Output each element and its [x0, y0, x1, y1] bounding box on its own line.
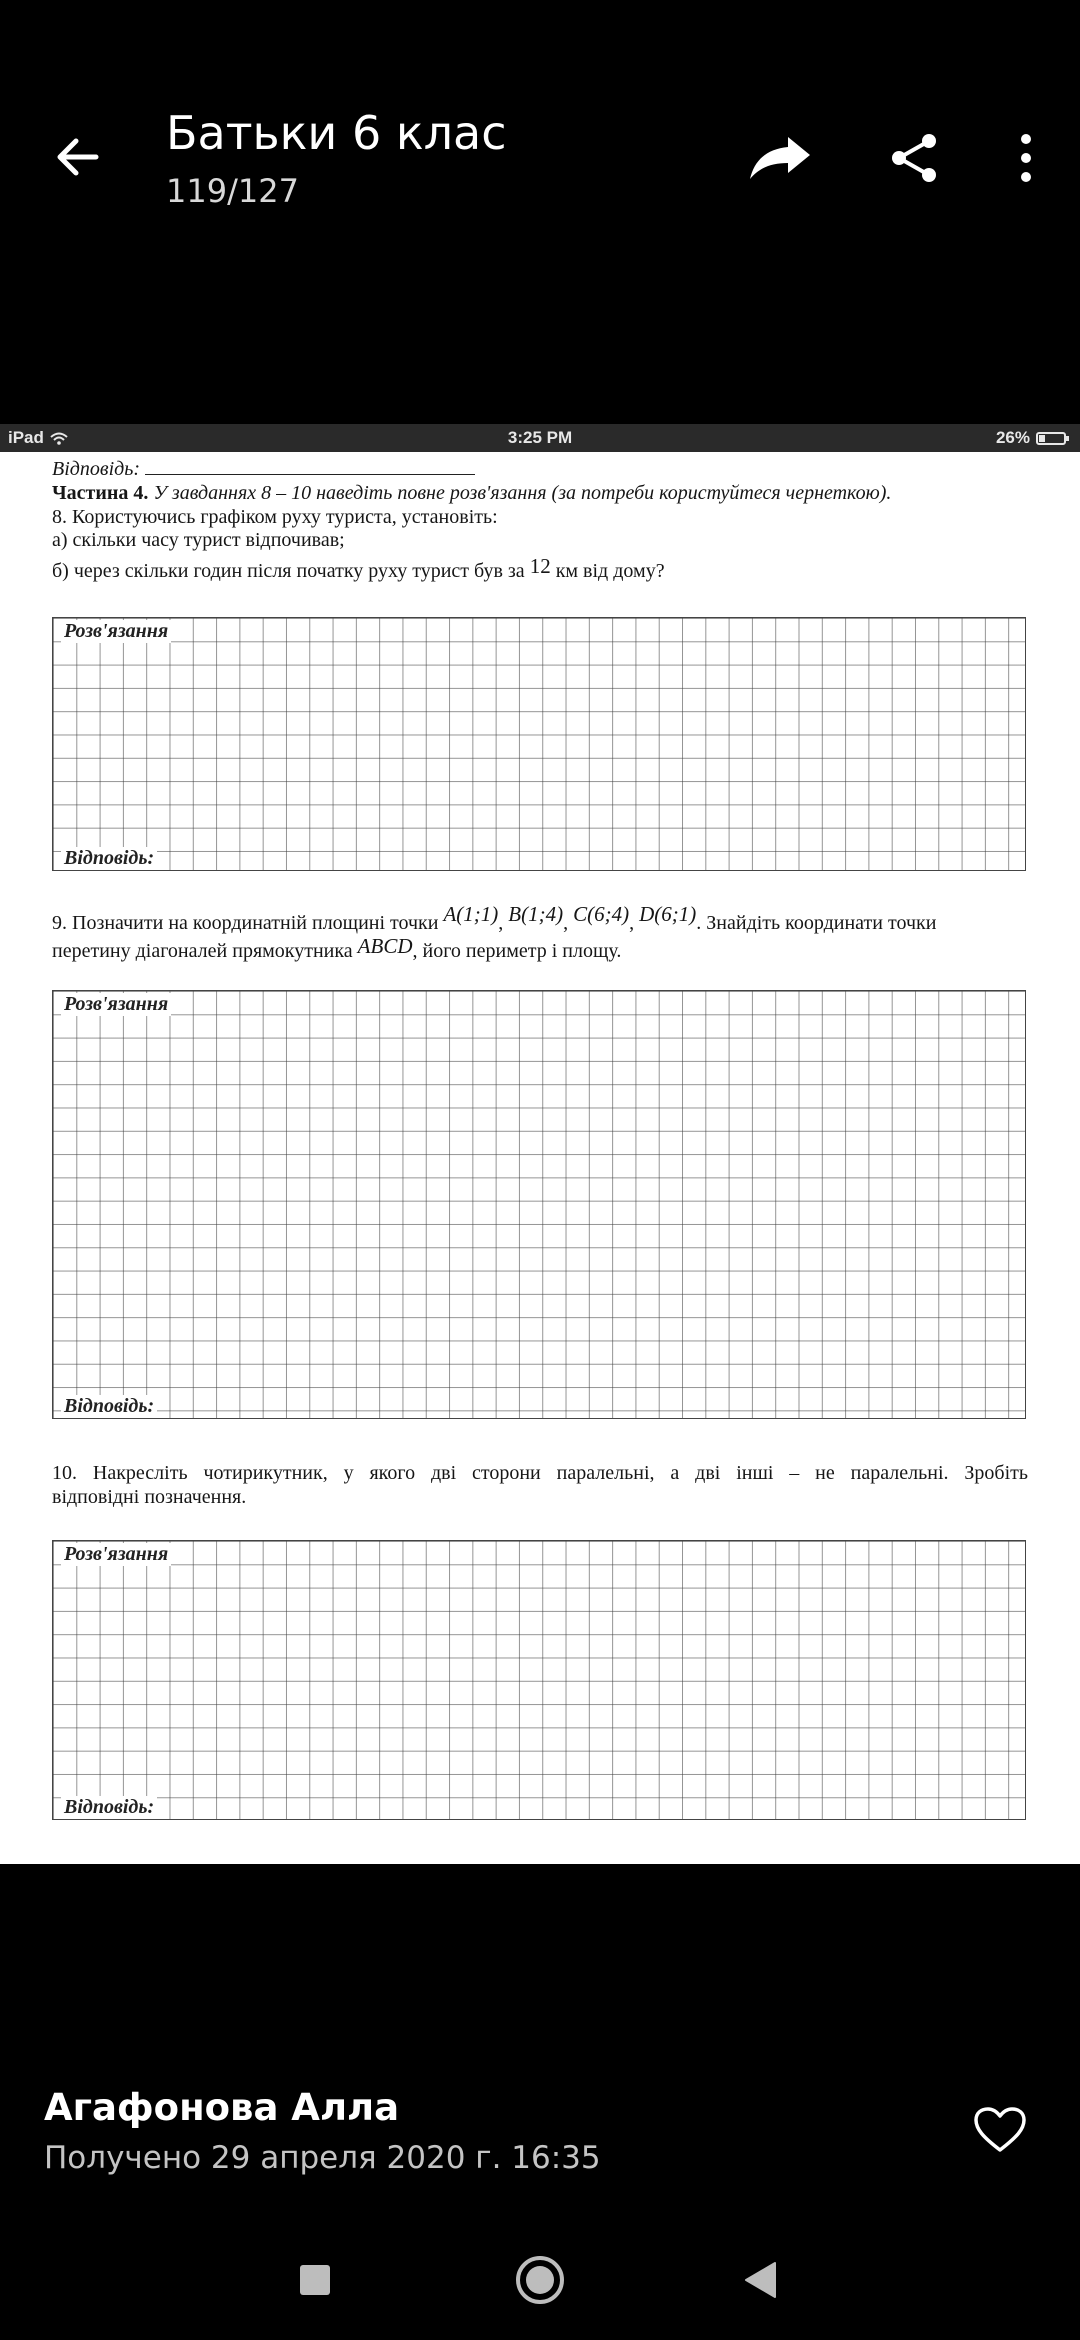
solution-label: Розв'язання: [61, 1543, 171, 1566]
task10-line1: 10. Накресліть чотирикутник, у якого дві сторони паралельні, а дві інші – не паралельні. Зробіть: [52, 1462, 1028, 1484]
device-time: 3:25 PM: [507, 428, 573, 447]
system-navigation-bar: [0, 2220, 1080, 2340]
task9-line2: перетину діагоналей прямокутника ABCD, його периметр і площу.: [52, 934, 622, 962]
task8-line3: б) через скільки годин після початку руху турист був за 12 км від дому?: [52, 554, 665, 582]
task8-solution-grid: [52, 617, 1026, 871]
rectangle-name: ABCD: [357, 934, 413, 958]
viewer-header: [0, 0, 1080, 420]
share-icon: [887, 131, 941, 185]
point-c: C(6;4): [573, 902, 630, 926]
photo-content[interactable]: [0, 424, 1080, 1864]
task9-solution-grid: [52, 990, 1026, 1419]
home-button[interactable]: [502, 2242, 578, 2318]
more-vert-icon: [1016, 131, 1036, 185]
battery-percent: 26%: [995, 428, 1030, 447]
task9-line1: 9. Позначити на координатній площині точки A(1;1), B(1;4), C(6;4), D(6;1). Знайдіть координати точки: [52, 902, 937, 934]
answer-underline: [145, 458, 475, 475]
answer-label: Відповідь:: [61, 1796, 157, 1819]
part-instruction: У завданнях 8 – 10 наведіть повне розв'язання (за потреби користуйтеся чернеткою).: [153, 482, 892, 504]
like-button[interactable]: [968, 2098, 1032, 2162]
answer-label: Відповідь:: [61, 847, 157, 870]
solution-label: Розв'язання: [61, 620, 171, 643]
recent-apps-button[interactable]: [277, 2242, 353, 2318]
point-a: A(1;1): [443, 902, 499, 926]
back-button[interactable]: [40, 120, 114, 194]
battery-icon: [1036, 432, 1066, 445]
sender-name: Агафонова Алла: [44, 2086, 400, 2129]
task8-line1: 8. Користуючись графіком руху туриста, установіть:: [52, 506, 498, 528]
task8-line2: а) скільки часу турист відпочивав;: [52, 529, 345, 551]
back-arrow-icon: [52, 132, 102, 182]
share-button[interactable]: [876, 120, 952, 196]
received-date: Получено 29 апреля 2020 г. 16:35: [44, 2140, 601, 2176]
part-heading: [52, 482, 891, 505]
task10-line2: відповідні позначення.: [52, 1486, 247, 1508]
solution-label: Розв'язання: [61, 993, 171, 1016]
part-title: Частина 4.: [52, 482, 149, 504]
triangle-back-icon: [743, 2261, 777, 2299]
square-icon: [298, 2263, 332, 2297]
ipad-status-bar: [0, 424, 1080, 452]
distance-number: 12: [529, 554, 551, 578]
system-back-button[interactable]: [722, 2242, 798, 2318]
forward-button[interactable]: [742, 120, 818, 196]
point-b: B(1;4): [508, 902, 564, 926]
forward-icon: [748, 133, 812, 183]
point-d: D(6;1): [639, 902, 697, 926]
previous-answer-line: Відповідь:: [52, 458, 475, 481]
album-title: Батьки 6 клас: [166, 106, 507, 160]
answer-label: Відповідь:: [61, 1395, 157, 1418]
heart-icon: [973, 2106, 1027, 2154]
photo-counter: 119/127: [166, 172, 299, 210]
task10-solution-grid: [52, 1540, 1026, 1820]
worksheet-page: [0, 452, 1080, 1864]
device-name: iPad: [8, 428, 44, 447]
more-options-button[interactable]: [988, 120, 1064, 196]
home-circle-icon: [514, 2254, 566, 2306]
